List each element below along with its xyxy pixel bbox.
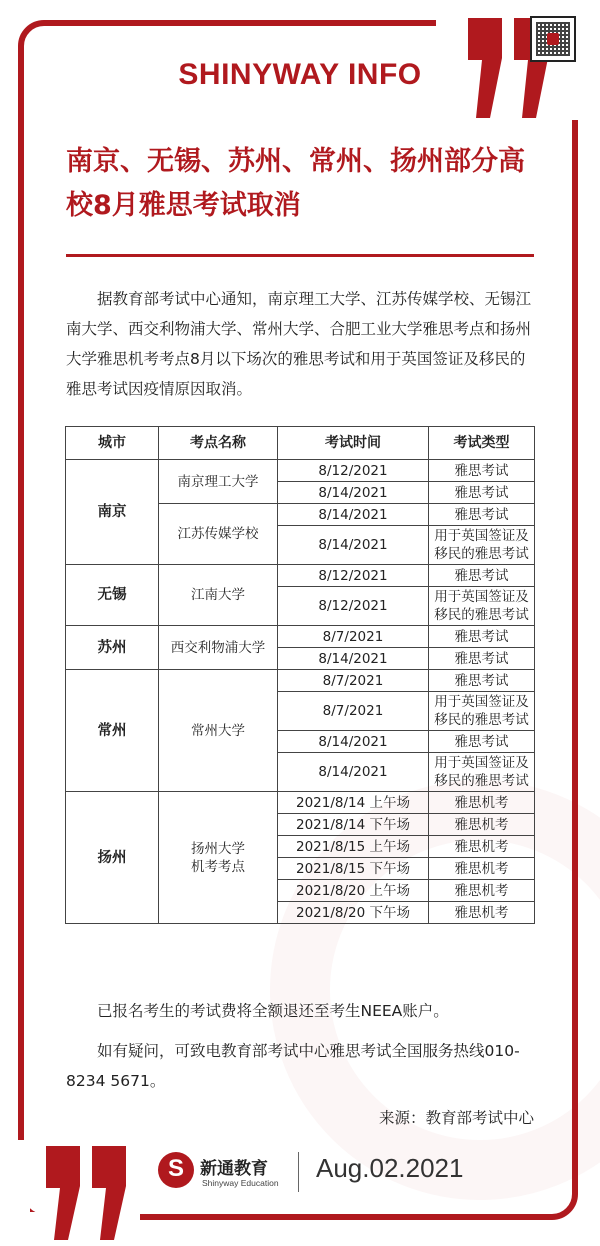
type-cell: 雅思考试 [429,648,535,670]
city-cell: 扬州 [66,792,159,924]
time-cell: 8/7/2021 [278,692,429,731]
time-cell: 2021/8/14 上午场 [278,792,429,814]
type-cell: 用于英国签证及 移民的雅思考试 [429,526,535,565]
type-cell: 雅思机考 [429,858,535,880]
intro-paragraph: 据教育部考试中心通知，南京理工大学、江苏传媒学校、无锡江南大学、西交利物浦大学、常州大学、合肥工业大学雅思考点和扬州大学雅思机考考点8月以下场次的雅思考试和用于英国签证及移民的雅思考试因疫情原因取消。 [66,290,532,398]
table-row [66,670,535,692]
type-cell: 雅思考试 [429,731,535,753]
time-cell: 2021/8/15 上午场 [278,836,429,858]
header-time: 考试时间 [278,427,429,460]
shinyway-logo-icon: S [158,1152,194,1188]
table-row [66,792,535,814]
time-cell: 8/12/2021 [278,460,429,482]
time-cell: 8/14/2021 [278,504,429,526]
site-cell: 常州大学 [159,670,278,792]
time-cell: 8/7/2021 [278,670,429,692]
time-cell: 2021/8/20 下午场 [278,902,429,924]
time-cell: 8/14/2021 [278,526,429,565]
title-divider [66,254,534,257]
footer-divider [298,1152,299,1192]
site-cell: 江南大学 [159,565,278,626]
type-cell: 用于英国签证及 移民的雅思考试 [429,587,535,626]
type-cell: 雅思机考 [429,836,535,858]
type-cell: 用于英国签证及 移民的雅思考试 [429,753,535,792]
time-cell: 8/14/2021 [278,482,429,504]
brand-title: SHINYWAY INFO [178,58,422,91]
type-cell: 雅思考试 [429,626,535,648]
time-cell: 8/14/2021 [278,753,429,792]
time-cell: 2021/8/15 下午场 [278,858,429,880]
header-site: 考点名称 [159,427,278,460]
city-cell: 南京 [66,460,159,565]
time-cell: 8/14/2021 [278,648,429,670]
type-cell: 雅思机考 [429,902,535,924]
header-type: 考试类型 [429,427,535,460]
type-cell: 雅思考试 [429,565,535,587]
company-name: 新通教育 [200,1159,268,1179]
site-cell: 南京理工大学 [159,460,278,504]
city-cell: 苏州 [66,626,159,670]
type-cell: 雅思考试 [429,482,535,504]
city-cell: 常州 [66,670,159,792]
refund-note: 已报名考生的考试费将全额退还至考生NEEA账户。 [97,1002,449,1020]
table-row [66,626,535,648]
time-cell: 8/12/2021 [278,565,429,587]
header-city: 城市 [66,427,159,460]
table-header-row [66,427,535,460]
type-cell: 用于英国签证及 移民的雅思考试 [429,692,535,731]
type-cell: 雅思考试 [429,460,535,482]
type-cell: 雅思考试 [429,504,535,526]
time-cell: 2021/8/14 下午场 [278,814,429,836]
time-cell: 8/14/2021 [278,731,429,753]
cancellation-table [65,426,535,924]
type-cell: 雅思机考 [429,792,535,814]
quote-mark-icon [40,1146,140,1242]
table-row [66,565,535,587]
type-cell: 雅思机考 [429,880,535,902]
time-cell: 8/7/2021 [278,626,429,648]
site-cell: 扬州大学 机考考点 [159,792,278,924]
city-cell: 无锡 [66,565,159,626]
site-cell: 江苏传媒学校 [159,504,278,565]
page-title: 南京、无锡、苏州、常州、扬州部分高校8月雅思考试取消 [66,146,525,221]
time-cell: 8/12/2021 [278,587,429,626]
type-cell: 雅思机考 [429,814,535,836]
site-cell: 西交利物浦大学 [159,626,278,670]
contact-note: 如有疑问，可致电教育部考试中心雅思考试全国服务热线010-8234 5671。 [66,1042,520,1090]
table-row [66,460,535,482]
footer [158,1146,478,1196]
publish-date: Aug.02.2021 [316,1153,464,1183]
company-name-en: Shinyway Education [202,1178,279,1188]
qr-code-icon [530,16,576,62]
type-cell: 雅思考试 [429,670,535,692]
time-cell: 2021/8/20 上午场 [278,880,429,902]
source-line: 来源：教育部考试中心 [378,1109,534,1127]
